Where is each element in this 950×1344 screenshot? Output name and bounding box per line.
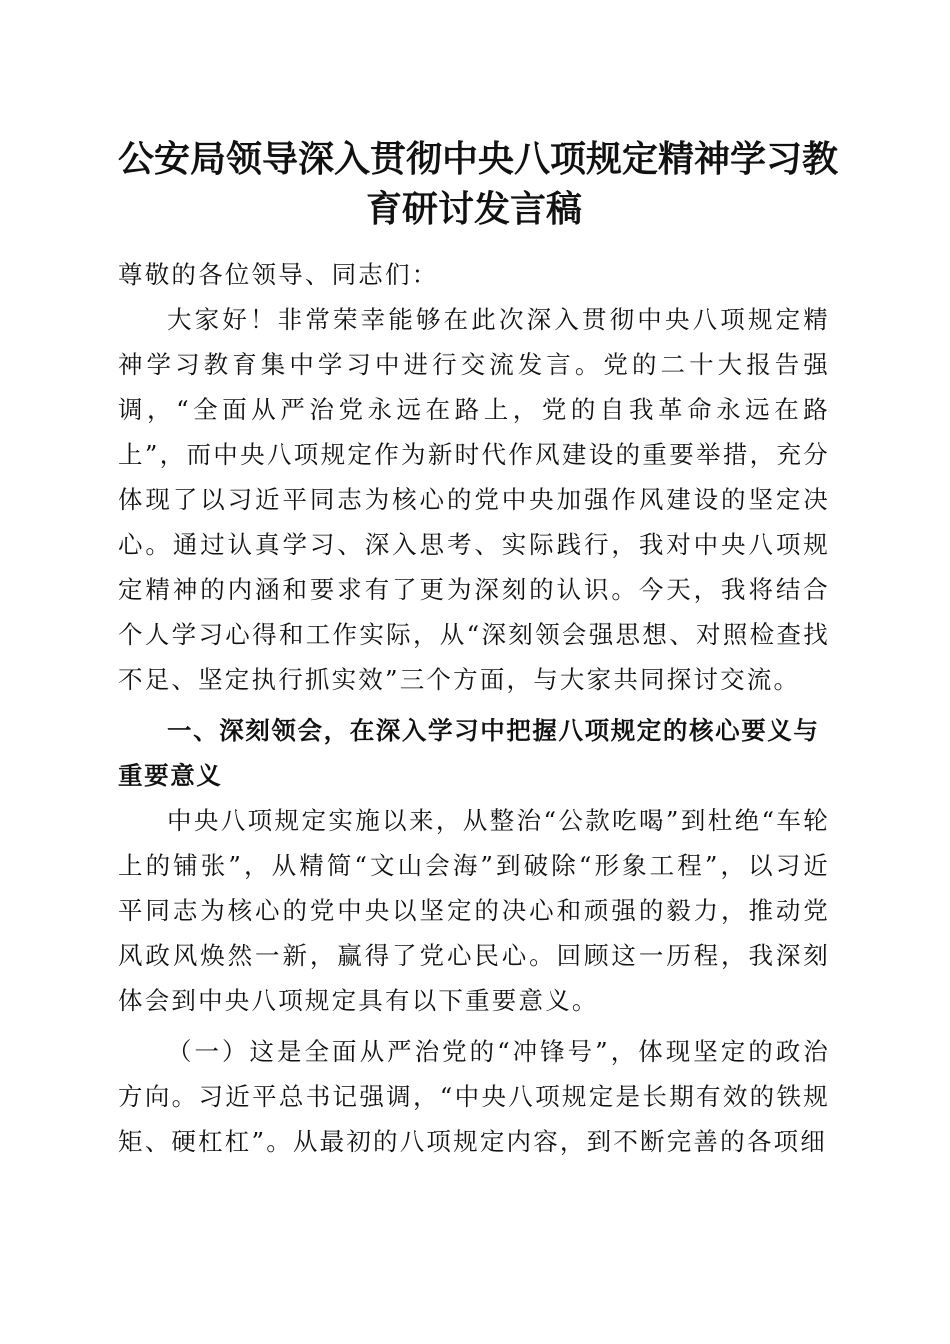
subsection-1-paragraph: （一）这是全面从严治党的“冲锋号”，体现坚定的政治方向。习近平总书记强调，“中央八项规定是长期有效的铁规矩、硬杠杠”。从最初的八项规定内容，到不断完善的各项细 bbox=[118, 1037, 830, 1156]
document-title bbox=[118, 134, 839, 234]
intro-paragraph: 大家好！非常荣幸能够在此次深入贯彻中央八项规定精神学习教育集中学习中进行交流发言。党的二十大报告强调，“全面从严治党永远在路上，党的自我革命永远在路上”，而中央八项规定作为新时代作风建设的重要举措，充分体现了以习近平同志为核心的党中央加强作风建设的坚定决心。通过认真学习、深入思考、实际践行，我对中央八项规定精神的内涵和要求有了更为深刻的认识。今天，我将结合个人学习心得和工作实际，从“深刻领会强思想、对照检查找不足、坚定执行抓实效”三个方面，与大家共同探讨交流。 bbox=[118, 305, 830, 694]
section-1-paragraph: 中央八项规定实施以来，从整治“公款吃喝”到杜绝“车轮上的铺张”，从精简“文山会海”到破除“形象工程”，以习近平同志为核心的党中央以坚定的决心和顽强的毅力，推动党风政风焕然一新，赢得了党心民心。回顾这一历程，我深刻体会到中央八项规定具有以下重要意义。 bbox=[118, 806, 830, 1015]
salutation: 尊敬的各位领导、同志们： bbox=[118, 260, 439, 289]
title-line-2: 育研讨发言稿 bbox=[365, 188, 582, 230]
title-line-1: 公安局领导深入贯彻中央八项规定精神学习教 bbox=[118, 138, 839, 180]
section-1-heading: 一、深刻领会，在深入学习中把握八项规定的核心要义与重要意义 bbox=[118, 716, 820, 790]
document-body bbox=[118, 252, 830, 1164]
